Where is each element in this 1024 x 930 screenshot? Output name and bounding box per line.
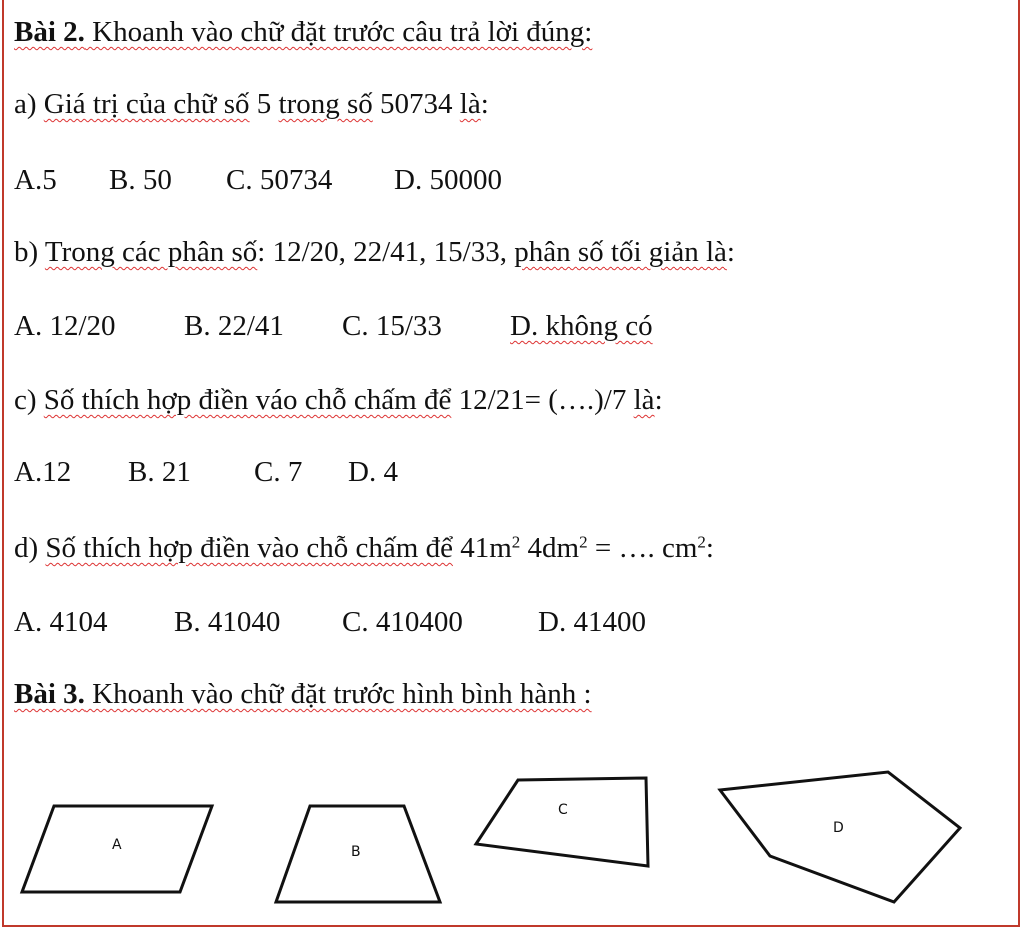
option-c-C[interactable]: C. 7 [254, 456, 303, 488]
question-a-text-5: là [459, 88, 481, 120]
exercise-3-label: Bài 3. [14, 678, 85, 710]
question-d-text-1: Số thích hợp điền vào chỗ chấm để [45, 532, 453, 564]
question-a-text-1: Giá trị của chữ số [43, 88, 250, 120]
option-a-A[interactable]: A.5 [14, 164, 57, 196]
question-c-text-3: là [633, 384, 655, 416]
question-d-text-4: = …. cm [587, 532, 698, 564]
option-a-C[interactable]: C. 50734 [226, 164, 333, 196]
option-b-B[interactable]: B. 22/41 [184, 310, 284, 342]
question-d-prefix: d) [14, 532, 46, 564]
option-d-A[interactable]: A. 4104 [14, 606, 108, 638]
option-d-B[interactable]: B. 41040 [174, 606, 281, 638]
shape-A-label: A [112, 837, 122, 853]
exercise-3-instruction: Khoanh vào chữ đặt trước hình bình hành : [84, 678, 592, 710]
option-b-C[interactable]: C. 15/33 [342, 310, 442, 342]
option-c-A[interactable]: A.12 [14, 456, 72, 488]
shape-D[interactable] [720, 772, 960, 902]
question-a-text-6: : [480, 88, 489, 120]
shape-D-label: D [833, 820, 844, 836]
exercise-2-instruction: Khoanh vào chữ đặt trước câu trả lời đúng: [84, 16, 593, 48]
question-a-prefix: a) [14, 88, 44, 120]
shape-B-label: B [351, 844, 361, 860]
option-a-B[interactable]: B. 50 [109, 164, 172, 196]
question-b-prefix: b) [14, 236, 45, 268]
question-c-text-2: 12/21= (….)/7 [451, 384, 634, 416]
question-b-text-1: Trong các phân số [44, 236, 258, 268]
question-d-sup-3: 2 [697, 532, 706, 552]
question-b-text-3: phân số tối giản là [514, 236, 727, 268]
exercise-2-label: Bài 2. [14, 16, 85, 48]
question-b-text-2: : 12/20, 22/41, 15/33, [257, 236, 515, 268]
question-c-text-4: : [654, 384, 663, 416]
shape-C-label: C [558, 802, 568, 818]
question-a-text-4: 50734 [372, 88, 460, 120]
question-a-text-3: trong số [278, 88, 373, 120]
shape-C[interactable] [476, 778, 648, 866]
question-c-text-1: Số thích hợp điền váo chỗ chấm để [43, 384, 452, 416]
option-b-D[interactable]: D. không có [510, 310, 653, 342]
option-d-C[interactable]: C. 410400 [342, 606, 463, 638]
question-b-text-4: : [726, 236, 735, 268]
shape-A[interactable] [22, 806, 212, 892]
question-d-sup-2: 2 [579, 532, 588, 552]
option-c-B[interactable]: B. 21 [128, 456, 191, 488]
shape-B[interactable] [276, 806, 440, 902]
option-c-D[interactable]: D. 4 [348, 456, 398, 488]
question-d-text-2: 41m [452, 532, 512, 564]
question-d-text-3: 4dm [520, 532, 580, 564]
question-a-text-2: 5 [249, 88, 279, 120]
option-d-D[interactable]: D. 41400 [538, 606, 646, 638]
question-d-sup-1: 2 [511, 532, 521, 552]
question-d-text-5: : [705, 532, 714, 564]
question-c-prefix: c) [14, 384, 44, 416]
option-b-A[interactable]: A. 12/20 [14, 310, 116, 342]
option-a-D[interactable]: D. 50000 [394, 164, 502, 196]
